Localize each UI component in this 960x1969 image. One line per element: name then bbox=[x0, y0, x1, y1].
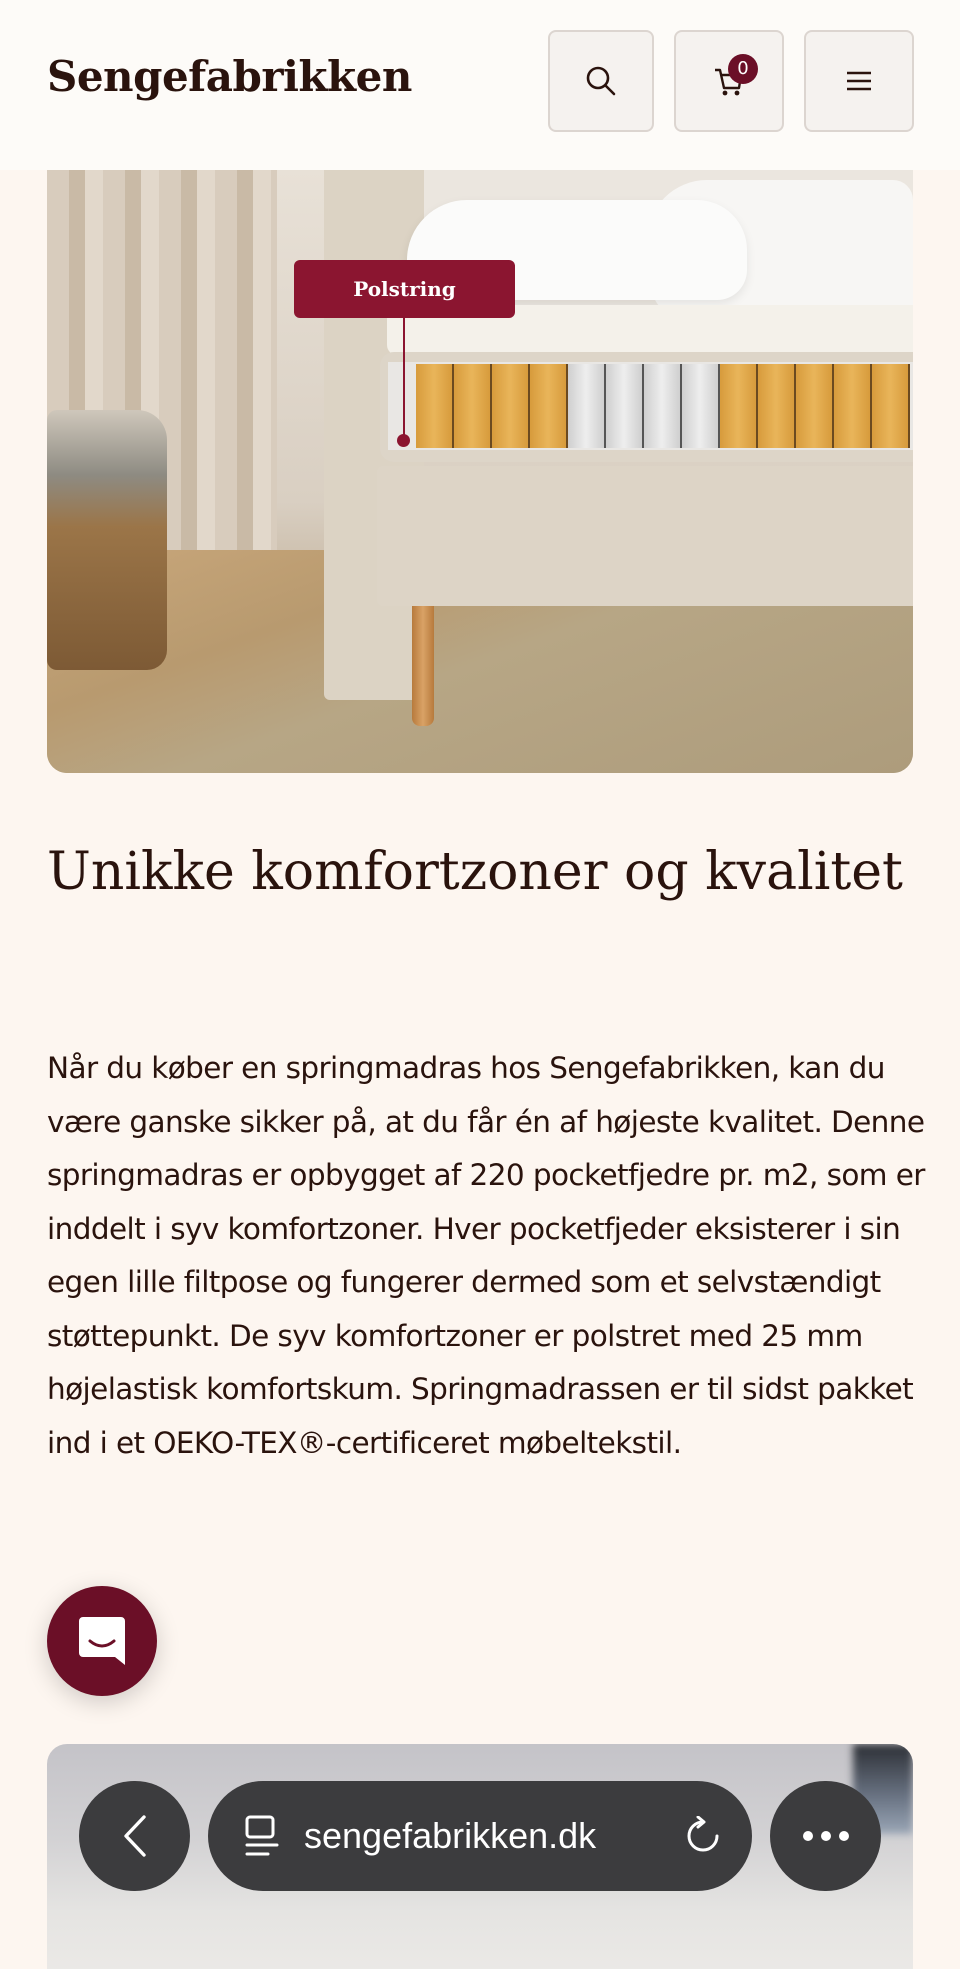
section-paragraph: Når du køber en springmadras hos Sengefabrikken, kan du være ganske sikker på, at du får én af højeste kvalitet. Denne springmadras er opbygget af 220 pocketfjedre pr. m2, som er inddelt i syv komfortzoner. Hver pocketfjeder eksisterer i sin egen lille filtpose og fungerer dermed som et selvstændigt støttepunkt. De syv komfortzoner er polstret med 25 mm højelastisk komfortskum. Springmadrassen er til sidst pakket ind i et OEKO-TEX®-certificeret møbeltekstil. bbox=[47, 1051, 925, 1460]
page-menu-icon bbox=[244, 1814, 280, 1858]
url-text[interactable]: sengefabrikken.dk bbox=[304, 1815, 597, 1856]
spring-coil bbox=[416, 364, 454, 448]
spring-coil bbox=[758, 364, 796, 448]
callout-line bbox=[403, 318, 405, 440]
menu-button[interactable] bbox=[804, 30, 914, 132]
section-heading: Unikke komfortzoner og kvalitet bbox=[47, 842, 903, 902]
mattress-cross-section bbox=[380, 352, 913, 462]
browser-more-button[interactable] bbox=[770, 1781, 881, 1891]
spring-coil bbox=[568, 364, 606, 448]
more-dots-icon bbox=[802, 1830, 850, 1842]
basket bbox=[47, 410, 167, 670]
spring-coil bbox=[606, 364, 644, 448]
spring-coil bbox=[454, 364, 492, 448]
spring-coil bbox=[682, 364, 720, 448]
address-bar[interactable] bbox=[208, 1781, 752, 1891]
chat-widget-button[interactable] bbox=[47, 1586, 157, 1696]
bed-leg bbox=[412, 606, 434, 726]
reload-icon[interactable] bbox=[684, 1816, 722, 1856]
spring-coil bbox=[492, 364, 530, 448]
search-icon bbox=[584, 64, 618, 98]
cart-button[interactable] bbox=[674, 30, 784, 132]
callout-dot bbox=[397, 434, 410, 447]
spring-coil bbox=[796, 364, 834, 448]
browser-back-button[interactable] bbox=[79, 1781, 190, 1891]
hamburger-menu-icon bbox=[846, 70, 872, 92]
chat-bubble-icon bbox=[77, 1615, 127, 1667]
site-header bbox=[0, 0, 960, 170]
site-logo[interactable]: Sengefabrikken bbox=[47, 52, 412, 101]
polstring-callout: Polstring bbox=[294, 260, 515, 318]
hero-image bbox=[47, 170, 913, 773]
spring-coil bbox=[644, 364, 682, 448]
bed-base bbox=[377, 466, 913, 606]
spring-coil bbox=[872, 364, 910, 448]
chevron-left-icon bbox=[122, 1814, 148, 1858]
cart-count-badge: 0 bbox=[728, 54, 758, 84]
search-button[interactable] bbox=[548, 30, 654, 132]
spring-coil bbox=[530, 364, 568, 448]
pocket-springs bbox=[388, 362, 913, 450]
spring-coil bbox=[834, 364, 872, 448]
spring-coil bbox=[720, 364, 758, 448]
